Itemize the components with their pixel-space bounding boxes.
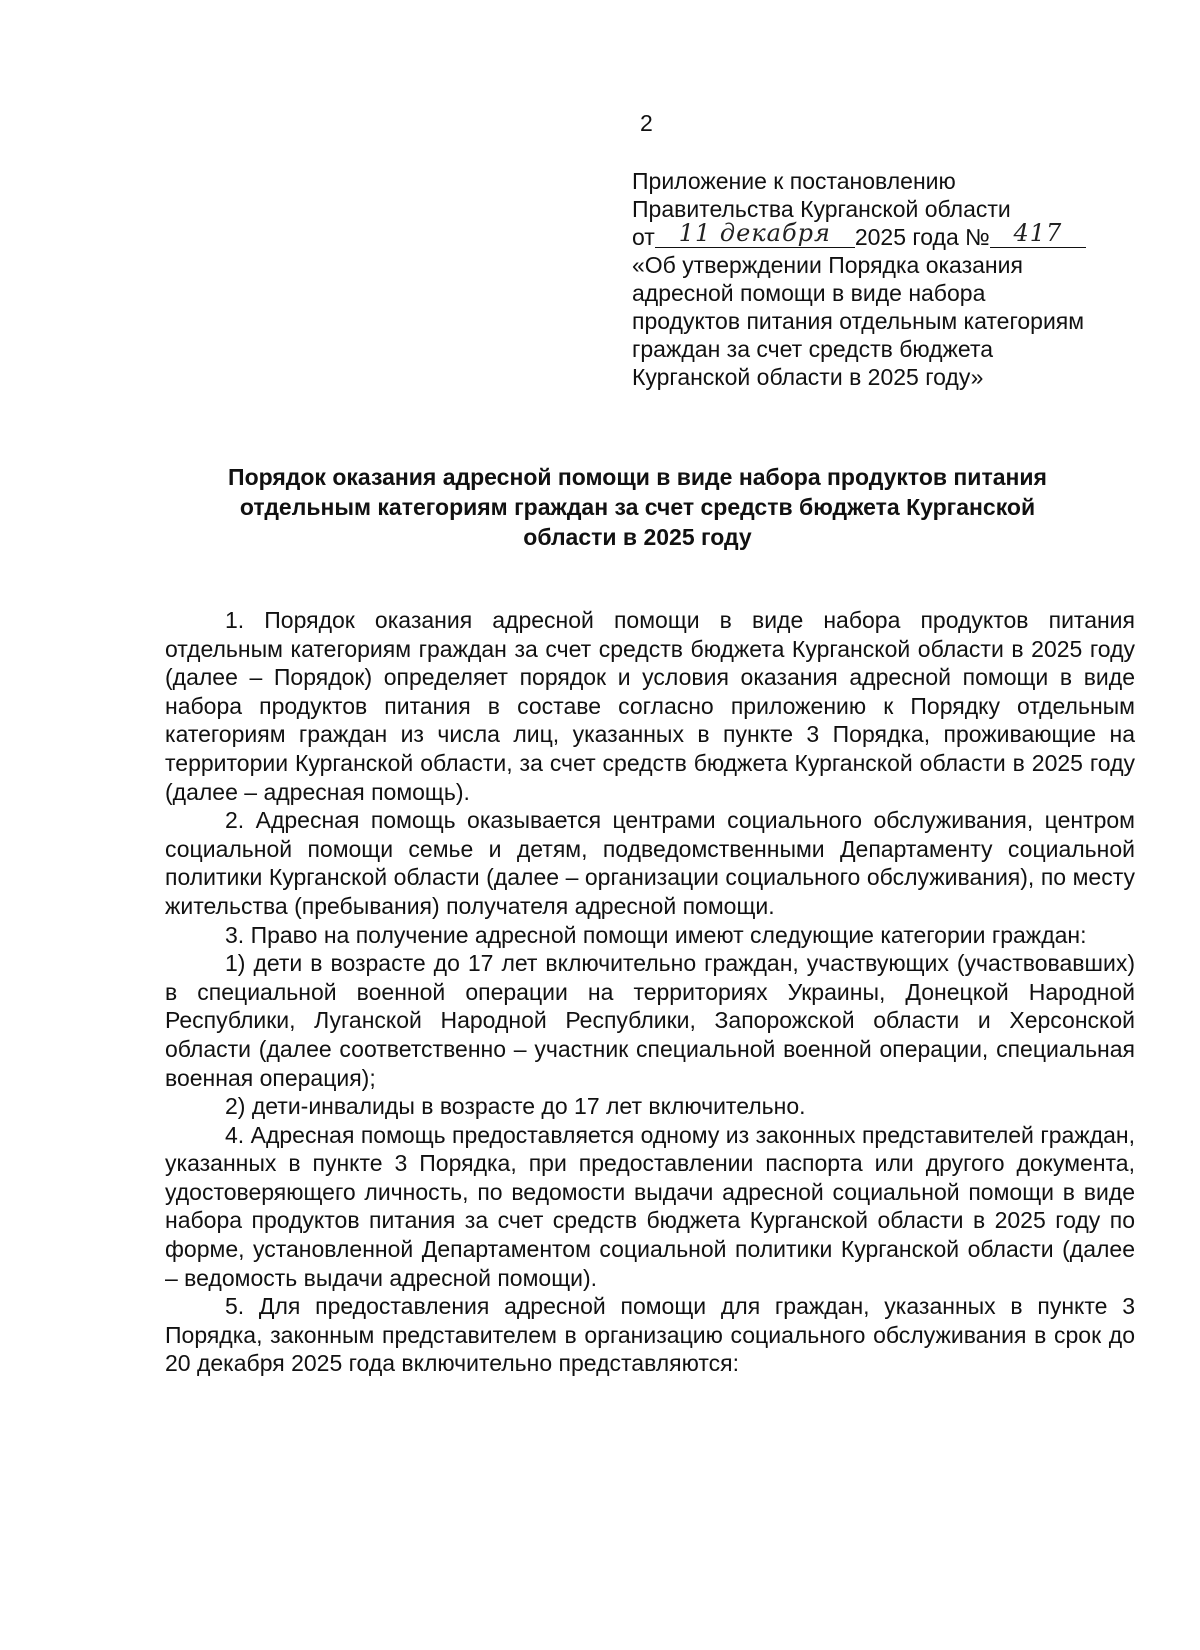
handwritten-number: 417	[1013, 219, 1063, 247]
document-body	[165, 606, 1135, 1378]
handwritten-date: 11 декабря	[678, 219, 831, 247]
paragraph-1: 1. Порядок оказания адресной помощи в виде набора продуктов питания отдельным категориям граждан за счет средств бюджета Курганской области в 2025 году (далее – Порядок) определяет порядок и условия оказания адресной помощи в виде набора продуктов питания в составе согласно приложению к Порядку отдельным категориям граждан из числа лиц, указанных в пункте 3 Порядка, проживающие на территории Курганской области, за счет средств бюджета Курганской области в 2025 году (далее – адресная помощь).	[165, 607, 1135, 805]
document-title-line: области в 2025 году	[523, 524, 752, 550]
date-fill-line	[655, 219, 855, 248]
paragraph-2: 2. Адресная помощь оказывается центрами социального обслуживания, центром социальной помощи семье и детям, подведомственными Департаменту социальной политики Курганской области (далее – организации социального обслуживания), по месту жительства (пребывания) получателя адресной помощи.	[165, 807, 1135, 919]
appendix-title-line: адресной помощи в виде набора	[632, 280, 986, 306]
appendix-block	[632, 167, 1152, 391]
paragraph-3-item-2: 2) дети-инвалиды в возрасте до 17 лет включительно.	[225, 1093, 806, 1120]
appendix-date-line	[632, 219, 1152, 251]
paragraph-5: 5. Для предоставления адресной помощи для граждан, указанных в пункте 3 Порядка, законным представителем в организацию социального обслуживания в срок до 20 декабря 2025 года включительно представляются:	[165, 1293, 1135, 1377]
paragraph-3-item-1: 1) дети в возрасте до 17 лет включительно граждан, участвующих (участвовавших) в специальной военной операции на территориях Украины, Донецкой Народной Республики, Луганской Народной Республики, Запорожской области и Херсонской области (далее соответственно – участник специальной военной операции, специальная военная операция);	[165, 950, 1135, 1091]
document-title-line: отдельным категориям граждан за счет средств бюджета Курганской	[239, 494, 1036, 520]
appendix-title-line: «Об утверждении Порядка оказания	[632, 252, 1023, 278]
appendix-title-line: граждан за счет средств бюджета	[632, 336, 994, 362]
document-title	[140, 462, 1135, 552]
paragraph-3: 3. Право на получение адресной помощи имеют следующие категории граждан:	[225, 921, 1087, 948]
appendix-line-1: Приложение к постановлению	[632, 168, 956, 194]
date-prefix: от	[632, 224, 655, 250]
paragraph-4: 4. Адресная помощь предоставляется одному из законных представителей граждан, указанных в пункте 3 Порядка, при предоставлении паспорта или другого документа, удостоверяющего личность, по ведомости выдачи адресной социальной помощи в виде набора продуктов питания за счет средств бюджета Курганской области в 2025 году по форме, установленной Департаментом социальной политики Курганской области (далее – ведомость выдачи адресной помощи).	[165, 1121, 1135, 1291]
appendix-line-2: Правительства Курганской области	[632, 196, 1011, 222]
document-title-line: Порядок оказания адресной помощи в виде набора продуктов питания	[228, 464, 1047, 490]
appendix-title-line: Курганской области в 2025 году»	[632, 364, 984, 390]
number-fill-line	[990, 219, 1086, 248]
appendix-title-line: продуктов питания отдельным категориям	[632, 308, 1085, 334]
page-number: 2	[640, 110, 653, 136]
date-suffix: 2025 года №	[854, 224, 990, 250]
